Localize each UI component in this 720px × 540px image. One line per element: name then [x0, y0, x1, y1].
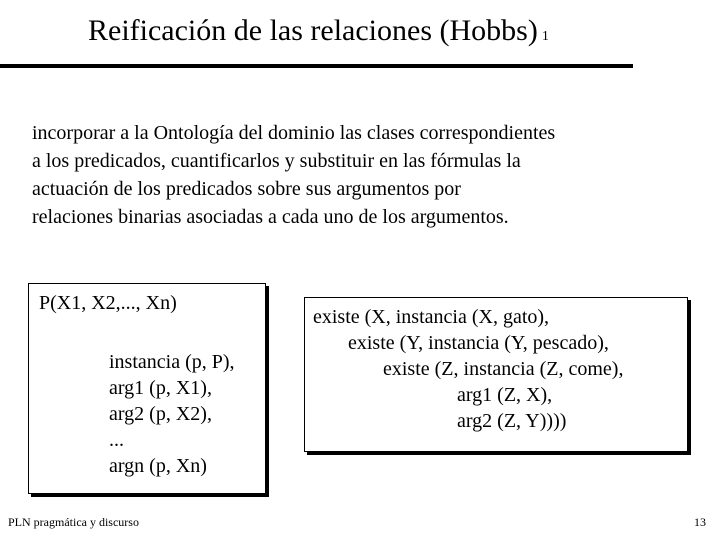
- paragraph-line: relaciones binarias asociadas a cada uno de los argumentos.: [32, 206, 509, 228]
- paragraph-line: incorporar a la Ontología del dominio las clases correspondientes: [32, 122, 556, 144]
- predicate-line: instancia (p, P),: [109, 351, 235, 373]
- paragraph-line: actuación de los predicados sobre sus argumentos por: [32, 178, 461, 200]
- predicate-line: argn (p, Xn): [109, 455, 207, 477]
- example-line: arg1 (Z, X),: [457, 384, 553, 406]
- slide-title: [88, 14, 549, 48]
- example-box: [304, 297, 688, 452]
- predicate-line: arg2 (p, X2),: [109, 403, 212, 425]
- predicate-box-lines: [109, 349, 235, 479]
- example-line: existe (Y, instancia (Y, pescado),: [348, 332, 609, 354]
- example-box-lines: [305, 304, 687, 434]
- example-line: existe (X, instancia (X, gato),: [313, 306, 550, 328]
- paragraph-line: a los predicados, cuantificarlos y substituir en las fórmulas la: [32, 150, 521, 172]
- example-line: arg2 (Z, Y)))): [457, 410, 567, 432]
- example-line: existe (Z, instancia (Z, come),: [383, 358, 624, 380]
- page-number: 13: [694, 515, 706, 529]
- footer-course-name: PLN pragmática y discurso: [8, 515, 139, 529]
- slide-title-subscript: 1: [541, 29, 549, 44]
- slide-title-text: Reificación de las relaciones (Hobbs): [88, 14, 538, 47]
- title-divider: [0, 64, 633, 68]
- predicate-box: [28, 283, 266, 494]
- predicate-line: arg1 (p, X1),: [109, 377, 212, 399]
- predicate-box-head: P(X1, X2,..., Xn): [39, 292, 177, 314]
- intro-paragraph: [32, 119, 712, 231]
- predicate-line: ...: [109, 429, 124, 451]
